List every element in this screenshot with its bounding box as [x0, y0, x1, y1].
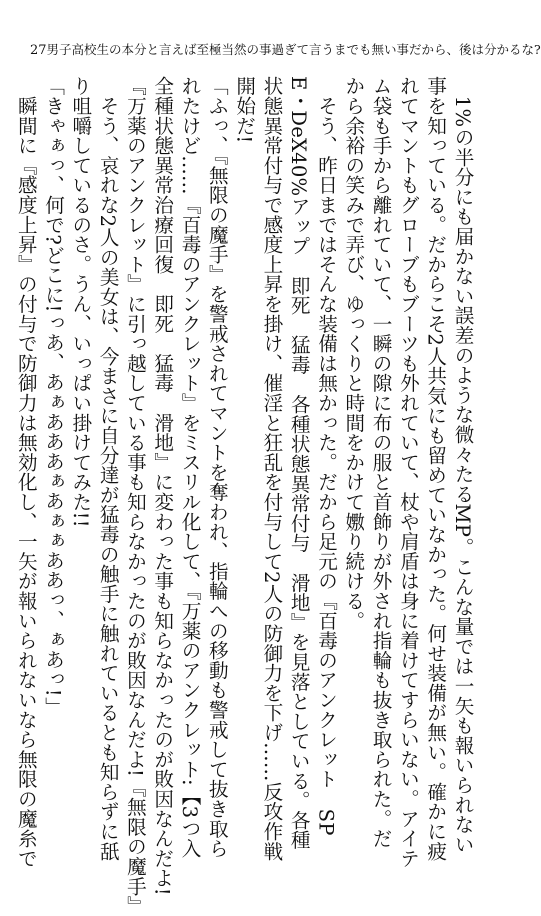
text-line: 1%の半分にも届かない誤差のような微々たるMP。こんな量では一矢も報いられない: [451, 76, 474, 854]
text-line: り咀嚼しているのさ。うん、いっぱい掛けてみた!!: [68, 76, 92, 528]
text-line: 事を知っている。だからこそ2人共気にも留めていなかった。何せ装備が無い。確かに疲: [423, 76, 447, 861]
text-line: 瞬間に『感度上昇』の付与で防御力は無効化し、一矢が報いられないなら無限の魔糸で: [14, 76, 38, 868]
page-number: 27: [30, 43, 47, 58]
text-line: E・DeX40%アップ 即死 猛毒 各種状態異常付与 滑地』を見落としている。各種: [287, 76, 311, 850]
text-line: 「きゃぁっ、何で?どこに!っあ、あぁあああぁあぁぁああっ、ぁあっ!」: [41, 76, 65, 717]
text-line: 全種状態異常治療回復 即死 猛毒 滑地』に変わった事も知らなかったのが敗因なんだよ!: [150, 76, 174, 896]
running-title: 男子高校生の本分と言えば至極当然の事過ぎて言うまでも無い事だから、後は分かるな?: [46, 42, 541, 57]
text-line: れてマントもグローブもブーツも外れていて、杖や肩盾は身に着けてすらいない。アイテ: [396, 76, 420, 868]
text-line: ム袋も手から離れていて、一瞬の隙に布の服と首飾りが外され指輪も抜き取られた。だ: [369, 76, 393, 849]
vertical-body-text: [14, 76, 476, 916]
text-line: 『万薬のアンクレット』に引っ越している事も知らなかったのが敗因なんだよ!『無限の魔手』: [123, 76, 147, 916]
page-header: [30, 40, 541, 62]
text-line: 開始だ!: [232, 76, 256, 144]
text-line: そう、哀れな2人の美女は、今まさに自分達が猛毒の触手に触れているとも知らずに舐: [96, 76, 120, 861]
text-line: から余裕の笑みで弄び、ゆっくりと時間をかけて嫐り続ける。: [341, 76, 365, 631]
text-line: そう、昨日まではそんな装備は無かった。だから足元の『百毒のアンクレット SP: [314, 76, 338, 836]
text-line: 状態異常付与で感度上昇を掛け、催淫と狂乱を付与して2人の防御力を下げ……反攻作戦: [259, 76, 283, 861]
text-line: れたけど……『百毒のアンクレット』をミスリル化して、『万薬のアンクレット:【3つ入: [178, 76, 202, 858]
text-line: 「ふっ、『無限の魔手』を警戒されてマントを奪われ、指輪への移動も警戒して抜き取ら: [205, 76, 229, 859]
